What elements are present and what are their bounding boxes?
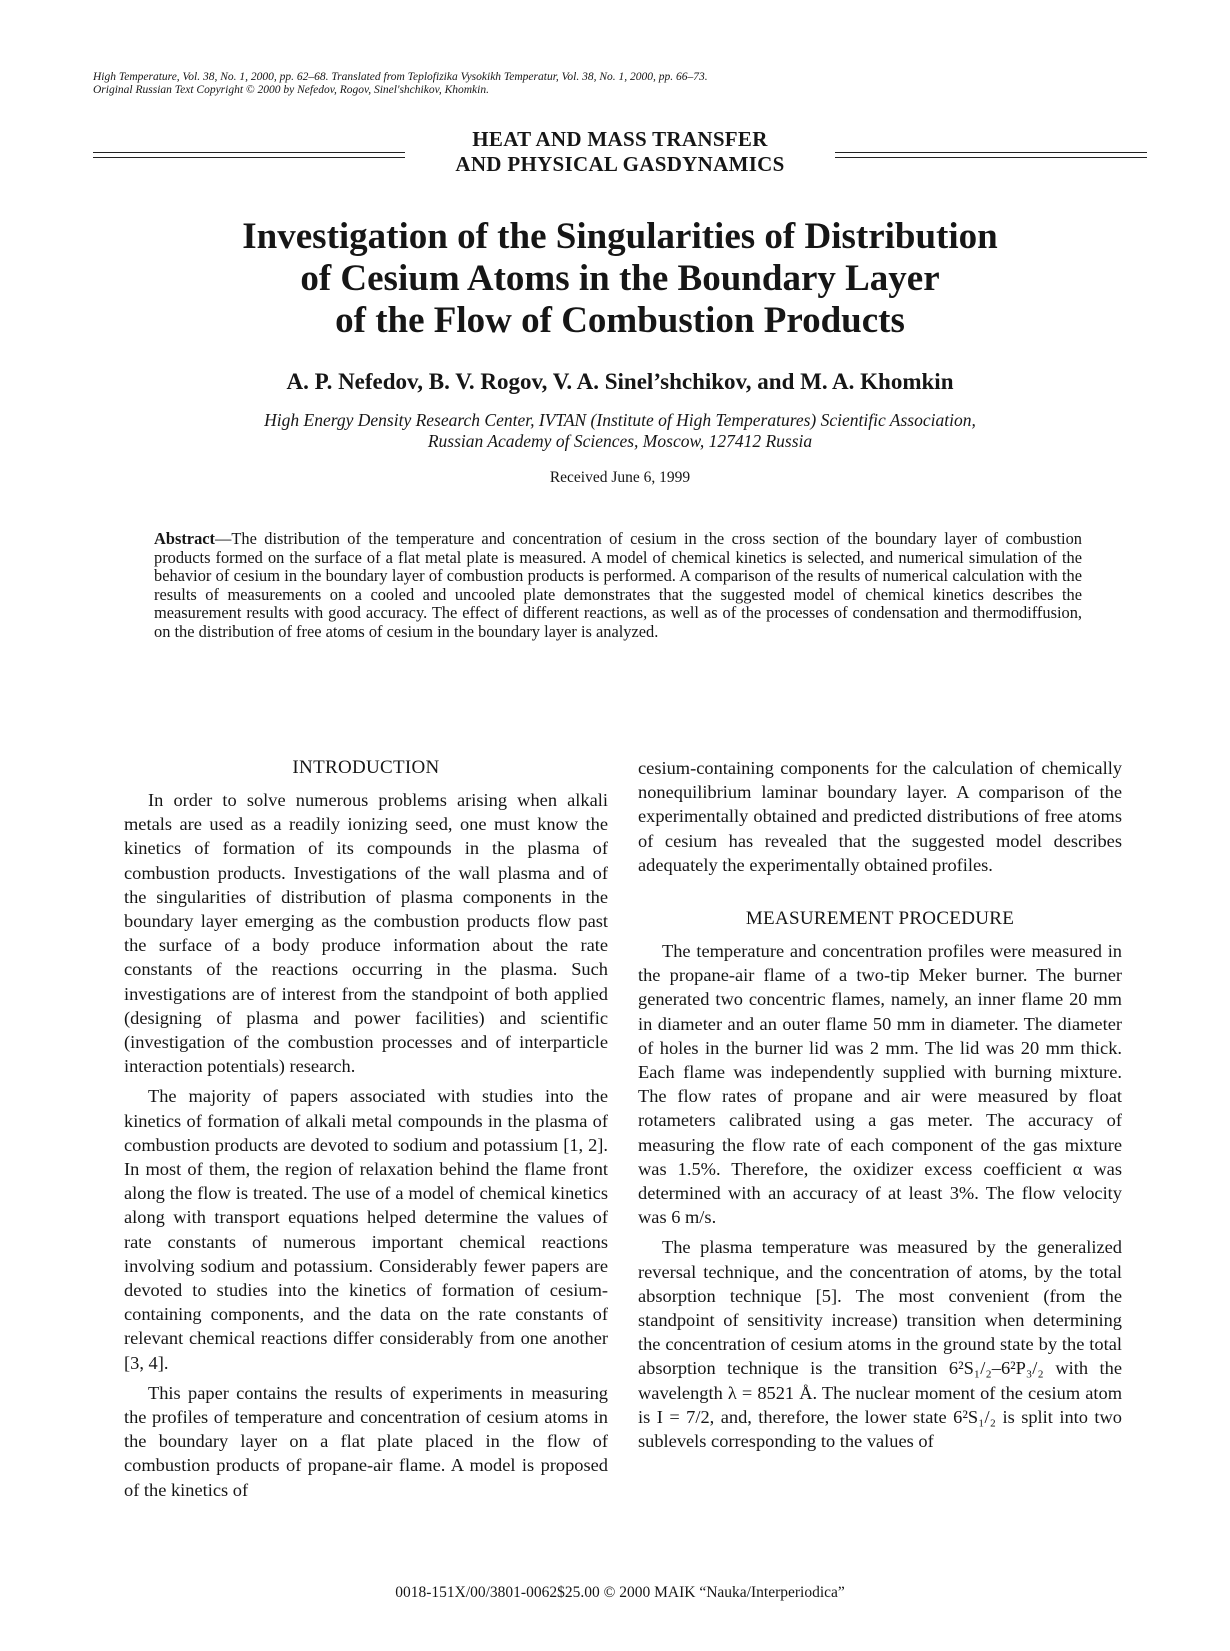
affiliation-line-2: Russian Academy of Sciences, Moscow, 127412 Russia	[427, 431, 813, 451]
measurement-paragraph-2-part-b: with the wavelength λ = 8521 Å. The nuclear moment of the cesium atom is	[638, 1358, 1122, 1427]
affiliation-line-1: High Energy Density Research Center, IVTAN (Institute of High Temperatures) Scientific Association,	[264, 410, 976, 430]
introduction-paragraph-3: This paper contains the results of experiments in measuring the profiles of temperature and concentration of cesium atoms in the boundary layer on a flat plate placed in the flow of combustion products of propane-air flame. A model is proposed of the kinetics of	[124, 1382, 608, 1500]
citation-line-2: Original Russian Text Copyright © 2000 by Nefedov, Rogov, Sinel'shchikov, Khomkin.	[93, 84, 489, 96]
section-title-line-2: AND PHYSICAL GASDYNAMICS	[455, 152, 785, 176]
introduction-paragraph-1: In order to solve numerous problems arising when alkali metals are used as a readily ionizing seed, one must know the kinetics of formation of its compounds in the plasma of combustion products. Investigations of the wall plasma and of the singularities of distribution of plasma components in the boundary layer emerging as the combustion products flow past the surface of a body produce information about the rate constants of the reactions occurring in the plasma. Such investigations are of interest from the standpoint of both applied (designing of plasma and power facilities) and scientific (investigation of the combustion processes and of interparticle interaction potentials) research.	[124, 790, 608, 1077]
right-column	[638, 756, 1122, 1453]
section-rule-left	[93, 152, 405, 158]
paper-title-line-2: of Cesium Atoms in the Boundary Layer	[300, 258, 940, 299]
citation-header	[93, 71, 993, 97]
paper-title-line-3: of the Flow of Combustion Products	[335, 300, 905, 341]
abstract-label: Abstract	[154, 529, 215, 548]
nuclear-moment-formula: I = 7/2	[656, 1406, 710, 1427]
affiliation	[93, 410, 1147, 452]
section-heading-band	[93, 127, 1147, 181]
abstract-text: —The distribution of the temperature and concentration of cesium in the cross section of the boundary layer of combustion products formed on the surface of a flat metal plate is measured. A model of chemical kinetics is selected, and numerical simulation of the behavior of cesium in the boundary layer of combustion products is performed. A comparison of the results of numerical calculation with the results of measurements on a cooled and uncooled plate demonstrates that the suggested model of chemical kinetics describes the measurement results with good accuracy. The effect of different reactions, as well as of the processes of condensation and thermodiffusion, on the distribution of free atoms of cesium in the boundary layer is analyzed.	[154, 529, 1082, 641]
transition-formula: 6²S₁/₂–6²P₃/₂	[948, 1358, 1044, 1379]
measurement-paragraph-2	[638, 1235, 1122, 1453]
section-title	[405, 127, 835, 177]
section-rule-right	[835, 152, 1147, 158]
measurement-paragraph-2-part-d: is split into two sublevels corresponding to the values of	[638, 1406, 1122, 1452]
lower-state-formula: 6²S₁/₂	[953, 1406, 997, 1427]
introduction-paragraph-continued: cesium-containing components for the calculation of chemically nonequilibrium laminar boundary layer. A comparison of the experimentally obtained and predicted distributions of free atoms of cesium has revealed that the suggested model describes adequately the experimentally obtained profiles.	[638, 758, 1122, 875]
measurement-heading: MEASUREMENT PROCEDURE	[745, 908, 1015, 930]
abstract	[154, 530, 1082, 641]
authors: A. P. Nefedov, B. V. Rogov, V. A. Sinel’shchikov, and M. A. Khomkin	[286, 369, 954, 394]
measurement-paragraph-2-part-a: The plasma temperature was measured by the generalized reversal technique, and the concentration of atoms, by the total absorption technique [5]. The most convenient (from the standpoint of sensitivity increase) transition when determining the concentration of cesium atoms in the ground state by the total absorption technique is the transition	[638, 1237, 1122, 1379]
citation-line-1: High Temperature, Vol. 38, No. 1, 2000, pp. 62–68. Translated from Teplofizika Vysokikh Temperatur, Vol. 38, No. 1, 2000, pp. 66–73.	[93, 71, 708, 83]
paper-title-line-1: Investigation of the Singularities of Distribution	[242, 216, 998, 257]
measurement-paragraph-1: The temperature and concentration profiles were measured in the propane-air flame of a two-tip Meker burner. The burner generated two concentric flames, namely, an inner flame 20 mm in diameter and an outer flame 50 mm in diameter. The diameter of holes in the burner lid was 2 mm. The lid was 20 mm thick. Each flame was independently supplied with burning mixture. The flow rates of propane and air were measured by float rotameters calibrated using a gas meter. The accuracy of measuring the flow rate of each component of the gas mixture was 1.5%. Therefore, the oxidizer excess coefficient α was determined with an accuracy of at least 3%. The flow velocity was 6 m/s.	[638, 941, 1122, 1228]
introduction-heading: INTRODUCTION	[292, 757, 440, 778]
received-date: Received June 6, 1999	[549, 469, 691, 486]
footer-copyright: 0018-151X/00/3801-0062$25.00 © 2000 MAIK “Nauka/Interperiodica”	[395, 1584, 845, 1601]
left-column	[124, 756, 608, 1502]
measurement-paragraph-2-part-c: , and, therefore, the lower state	[709, 1406, 947, 1427]
introduction-paragraph-2: The majority of papers associated with studies into the kinetics of formation of alkali metal compounds in the plasma of combustion products are devoted to sodium and potassium [1, 2]. In most of them, the region of relaxation behind the flame front along the flow is treated. The use of a model of chemical kinetics along with transport equations helped determine the values of rate constants of numerous important chemical reactions involving sodium and potassium. Considerably fewer papers are devoted to studies into the kinetics of formation of cesium-containing components, and the data on the rate constants of relevant chemical reactions differ considerably from one another [3, 4].	[124, 1086, 608, 1373]
section-title-line-1: HEAT AND MASS TRANSFER	[472, 127, 768, 151]
paper-title	[93, 216, 1147, 342]
